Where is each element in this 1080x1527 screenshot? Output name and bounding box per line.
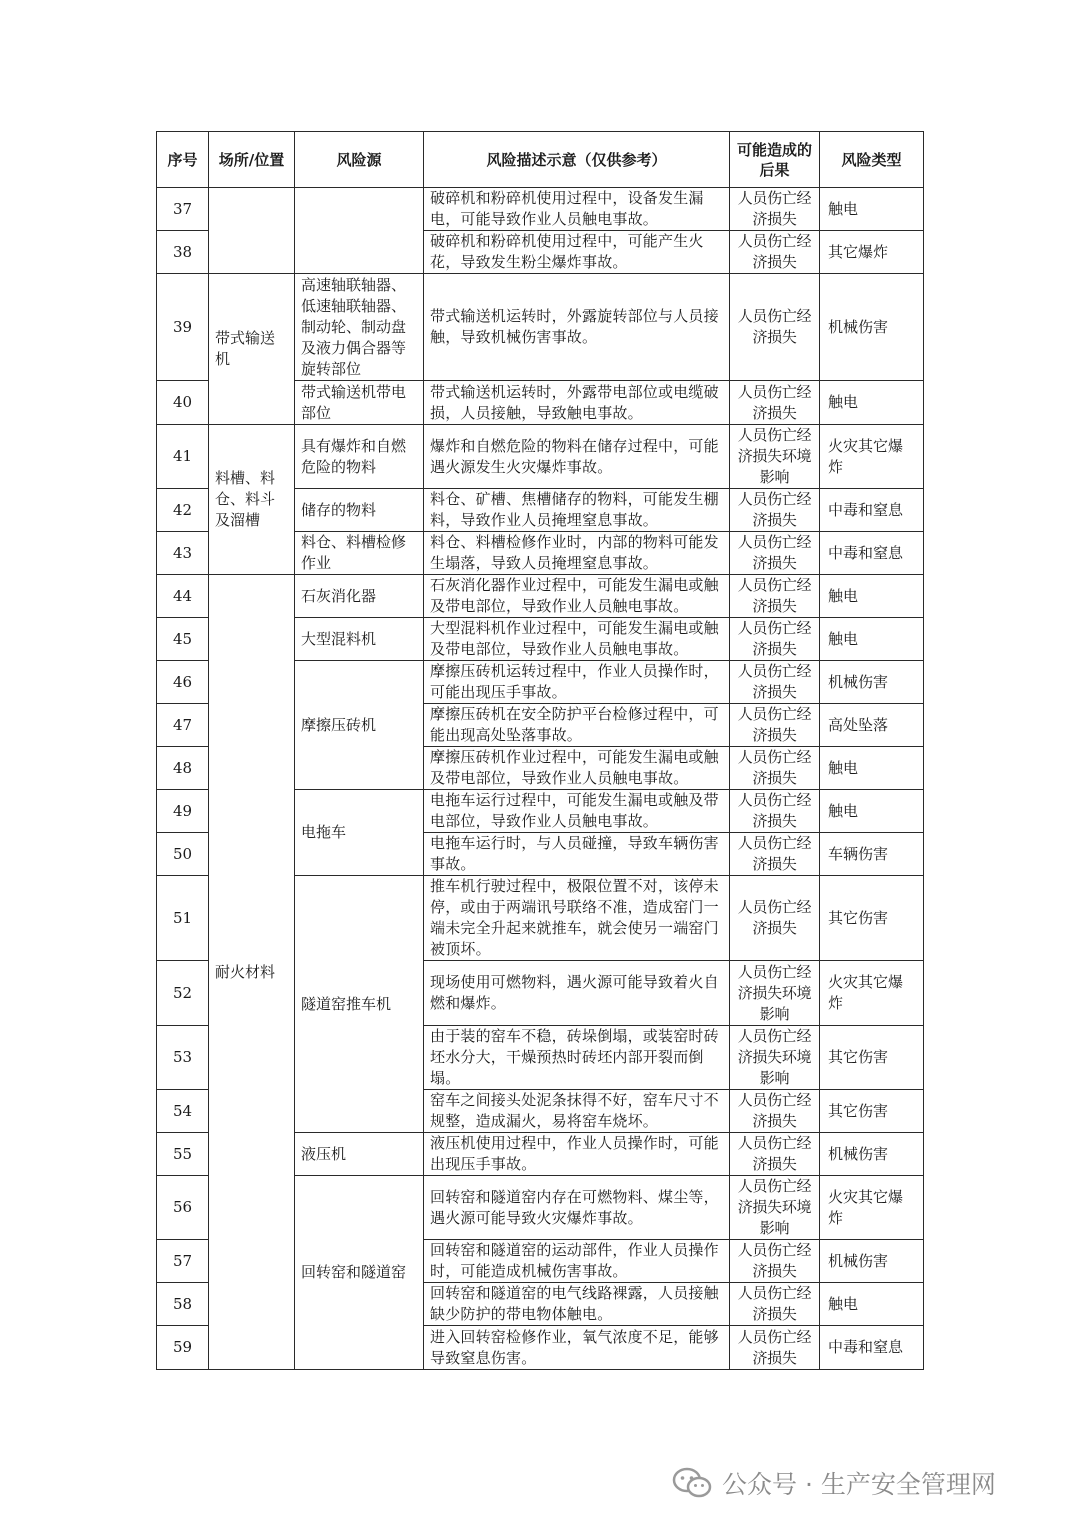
row-no: 44: [157, 575, 209, 618]
row-no: 47: [157, 704, 209, 747]
row-desc: 破碎机和粉碎机使用过程中，可能产生火花，导致发生粉尘爆炸事故。: [424, 231, 730, 274]
place-cell-empty: [209, 188, 295, 274]
row-desc: 液压机使用过程中，作业人员操作时，可能出现压手事故。: [424, 1133, 730, 1176]
row-consequence: 人员伤亡经济损失: [730, 1090, 820, 1133]
row-consequence: 人员伤亡经济损失: [730, 231, 820, 274]
row-type: 火灾其它爆炸: [820, 961, 924, 1026]
row-type: 中毒和窒息: [820, 489, 924, 532]
header-source: 风险源: [295, 132, 424, 188]
row-no: 58: [157, 1283, 209, 1326]
header-place: 场所/位置: [209, 132, 295, 188]
row-desc: 摩擦压砖机运转过程中，作业人员操作时，可能出现压手事故。: [424, 661, 730, 704]
row-type: 机械伤害: [820, 1133, 924, 1176]
row-type: 其它伤害: [820, 876, 924, 961]
source-kiln: 回转窑和隧道窑: [295, 1176, 424, 1370]
source-pusher: 隧道窑推车机: [295, 876, 424, 1133]
row-desc: 回转窑和隧道窑的电气线路裸露，人员接触缺少防护的带电物体触电。: [424, 1283, 730, 1326]
table-row: [157, 425, 924, 489]
row-desc: 回转窑和隧道窑的运动部件，作业人员操作时，可能造成机械伤害事故。: [424, 1240, 730, 1283]
row-desc: 电拖车运行过程中，可能发生漏电或触及带电部位，导致作业人员触电事故。: [424, 790, 730, 833]
row-consequence: 人员伤亡经济损失: [730, 876, 820, 961]
row-no: 56: [157, 1176, 209, 1240]
source-lime: 石灰消化器: [295, 575, 424, 618]
row-no: 54: [157, 1090, 209, 1133]
row-no: 55: [157, 1133, 209, 1176]
row-desc: 推车机行驶过程中，极限位置不对，该停未停，或由于两端讯号联络不准，造成窑门一端未完全升起来就推车，就会使另一端窑门被顶坏。: [424, 876, 730, 961]
row-no: 51: [157, 876, 209, 961]
row-type: 触电: [820, 618, 924, 661]
row-no: 46: [157, 661, 209, 704]
header-desc: 风险描述示意（仅供参考）: [424, 132, 730, 188]
row-type: 火灾其它爆炸: [820, 425, 924, 489]
source-belt-live: 带式输送机带电部位: [295, 381, 424, 425]
row-consequence: 人员伤亡经济损失: [730, 274, 820, 381]
source-hydraulic: 液压机: [295, 1133, 424, 1176]
row-consequence: 人员伤亡经济损失: [730, 790, 820, 833]
row-no: 48: [157, 747, 209, 790]
row-desc: 破碎机和粉碎机使用过程中，设备发生漏电，可能导致作业人员触电事故。: [424, 188, 730, 231]
row-consequence: 人员伤亡经济损失环境影响: [730, 425, 820, 489]
row-consequence: 人员伤亡经济损失: [730, 188, 820, 231]
row-type: 其它伤害: [820, 1026, 924, 1090]
row-consequence: 人员伤亡经济损失: [730, 532, 820, 575]
source-silo-stored: 储存的物料: [295, 489, 424, 532]
row-desc: 进入回转窑检修作业，氧气浓度不足，能够导致窒息伤害。: [424, 1326, 730, 1370]
row-desc: 爆炸和自燃危险的物料在储存过程中，可能遇火源发生火灾爆炸事故。: [424, 425, 730, 489]
table-row: [157, 188, 924, 231]
row-desc: 带式输送机运转时，外露带电部位或电缆破损，人员接触，导致触电事故。: [424, 381, 730, 425]
row-consequence: 人员伤亡经济损失环境影响: [730, 1176, 820, 1240]
row-desc: 石灰消化器作业过程中，可能发生漏电或触及带电部位，导致作业人员触电事故。: [424, 575, 730, 618]
row-consequence: 人员伤亡经济损失: [730, 1133, 820, 1176]
row-desc: 料仓、矿槽、焦槽储存的物料，可能发生棚料，导致作业人员掩埋窒息事故。: [424, 489, 730, 532]
row-consequence: 人员伤亡经济损失: [730, 1283, 820, 1326]
row-consequence: 人员伤亡经济损失环境影响: [730, 1026, 820, 1090]
row-consequence: 人员伤亡经济损失: [730, 381, 820, 425]
row-desc: 由于装的窑车不稳，砖垛倒塌，或装窑时砖坯水分大，干燥预热时砖坯内部开裂而倒塌。: [424, 1026, 730, 1090]
row-desc: 摩擦压砖机作业过程中，可能发生漏电或触及带电部位，导致作业人员触电事故。: [424, 747, 730, 790]
row-consequence: 人员伤亡经济损失: [730, 833, 820, 876]
row-no: 57: [157, 1240, 209, 1283]
row-type: 机械伤害: [820, 1240, 924, 1283]
place-silo: 料槽、料仓、料斗及溜槽: [209, 425, 295, 575]
row-consequence: 人员伤亡经济损失: [730, 575, 820, 618]
row-consequence: 人员伤亡经济损失: [730, 618, 820, 661]
source-cell-empty: [295, 188, 424, 274]
row-consequence: 人员伤亡经济损失: [730, 661, 820, 704]
row-type: 机械伤害: [820, 274, 924, 381]
watermark-text: 公众号 · 生产安全管理网: [722, 1470, 996, 1499]
row-consequence: 人员伤亡经济损失: [730, 704, 820, 747]
row-desc: 回转窑和隧道窑内存在可燃物料、煤尘等，遇火源可能导致火灾爆炸事故。: [424, 1176, 730, 1240]
row-consequence: 人员伤亡经济损失: [730, 1326, 820, 1370]
row-no: 37: [157, 188, 209, 231]
header-consequence: 可能造成的后果: [730, 132, 820, 188]
row-consequence: 人员伤亡经济损失: [730, 747, 820, 790]
row-desc: 电拖车运行时，与人员碰撞，导致车辆伤害事故。: [424, 833, 730, 876]
source-tractor: 电拖车: [295, 790, 424, 876]
row-desc: 大型混料机作业过程中，可能发生漏电或触及带电部位，导致作业人员触电事故。: [424, 618, 730, 661]
row-type: 触电: [820, 188, 924, 231]
watermark: [672, 1460, 1052, 1506]
row-desc: 带式输送机运转时，外露旋转部位与人员接触，导致机械伤害事故。: [424, 274, 730, 381]
row-no: 59: [157, 1326, 209, 1370]
table-row: [157, 575, 924, 618]
row-no: 52: [157, 961, 209, 1026]
row-no: 50: [157, 833, 209, 876]
row-consequence: 人员伤亡经济损失: [730, 489, 820, 532]
row-type: 触电: [820, 381, 924, 425]
row-type: 触电: [820, 575, 924, 618]
source-silo-repair: 料仓、料槽检修作业: [295, 532, 424, 575]
row-type: 中毒和窒息: [820, 1326, 924, 1370]
row-type: 车辆伤害: [820, 833, 924, 876]
row-no: 39: [157, 274, 209, 381]
risk-table: [156, 131, 924, 1370]
row-no: 53: [157, 1026, 209, 1090]
row-no: 38: [157, 231, 209, 274]
row-desc: 摩擦压砖机在安全防护平台检修过程中，可能出现高处坠落事故。: [424, 704, 730, 747]
row-desc: 窑车之间接头处泥条抹得不好，窑车尺寸不规整，造成漏火，易将窑车烧坏。: [424, 1090, 730, 1133]
row-type: 火灾其它爆炸: [820, 1176, 924, 1240]
source-silo-explosive: 具有爆炸和自燃危险的物料: [295, 425, 424, 489]
source-mixer: 大型混料机: [295, 618, 424, 661]
header-type: 风险类型: [820, 132, 924, 188]
source-belt-rotating: 高速轴联轴器、低速轴联轴器、制动轮、制动盘及液力偶合器等旋转部位: [295, 274, 424, 381]
row-type: 触电: [820, 790, 924, 833]
row-type: 其它爆炸: [820, 231, 924, 274]
row-consequence: 人员伤亡经济损失: [730, 1240, 820, 1283]
place-belt: 带式输送机: [209, 274, 295, 425]
row-type: 高处坠落: [820, 704, 924, 747]
row-type: 触电: [820, 747, 924, 790]
row-no: 49: [157, 790, 209, 833]
row-type: 机械伤害: [820, 661, 924, 704]
row-no: 42: [157, 489, 209, 532]
row-desc: 料仓、料槽检修作业时，内部的物料可能发生塌落，导致人员掩埋窒息事故。: [424, 532, 730, 575]
row-no: 43: [157, 532, 209, 575]
row-type: 触电: [820, 1283, 924, 1326]
source-press: 摩擦压砖机: [295, 661, 424, 790]
place-refractory: 耐火材料: [209, 575, 295, 1370]
row-type: 其它伤害: [820, 1090, 924, 1133]
row-type: 中毒和窒息: [820, 532, 924, 575]
header-no: 序号: [157, 132, 209, 188]
row-no: 41: [157, 425, 209, 489]
row-no: 45: [157, 618, 209, 661]
table-row: [157, 274, 924, 381]
wechat-icon: [672, 1467, 712, 1499]
row-no: 40: [157, 381, 209, 425]
row-desc: 现场使用可燃物料，遇火源可能导致着火自燃和爆炸。: [424, 961, 730, 1026]
row-consequence: 人员伤亡经济损失环境影响: [730, 961, 820, 1026]
table-header-row: [157, 132, 924, 188]
